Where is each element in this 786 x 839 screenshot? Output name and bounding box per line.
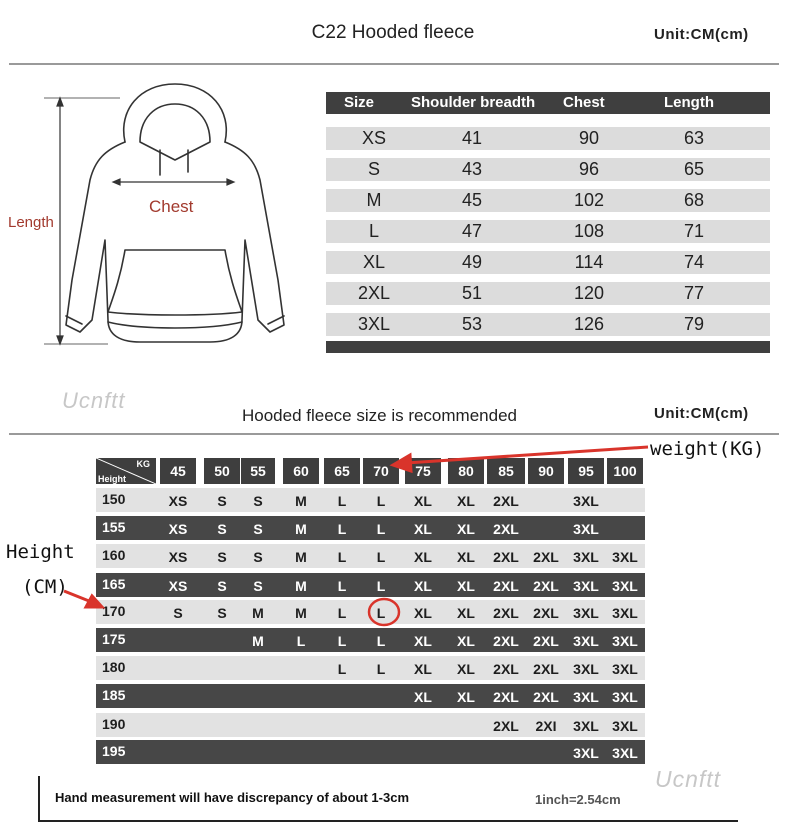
corner-height: Height — [98, 474, 126, 484]
size-recommendation: 2XL — [493, 661, 519, 677]
height-value: 150 — [102, 491, 126, 507]
size-recommendation: 3XL — [573, 605, 599, 621]
size-recommendation: 3XL — [612, 689, 638, 705]
weight-header-70: 70 — [363, 458, 399, 484]
size-recommendation: L — [376, 661, 386, 677]
height-value: 195 — [102, 743, 126, 759]
footer-note: Hand measurement will have discrepancy of about 1-3cm — [55, 790, 410, 805]
size-recommendation: L — [337, 633, 347, 649]
size-recommendation: 2XL — [493, 521, 519, 537]
size-recommendation: L — [337, 605, 347, 621]
chest-cell: 90 — [578, 128, 600, 148]
size-recommendation: 2XL — [533, 633, 559, 649]
size-recommendation: S — [217, 521, 227, 537]
size-recommendation: L — [337, 549, 347, 565]
shoulder-cell: 47 — [461, 221, 483, 241]
size-recommendation: 3XL — [573, 521, 599, 537]
chest-cell: 114 — [574, 252, 604, 272]
size-recommendation: 2XL — [533, 661, 559, 677]
inch-conversion: 1inch=2.54cm — [535, 792, 621, 807]
size-cell: XL — [362, 252, 386, 272]
size-recommendation: L — [376, 605, 386, 621]
weight-header-85: 85 — [487, 458, 525, 484]
shoulder-cell: 45 — [461, 190, 483, 210]
weight-header-90: 90 — [528, 458, 564, 484]
size-recommendation: L — [376, 549, 386, 565]
height-value: 185 — [102, 687, 126, 703]
chest-label: Chest — [149, 197, 194, 216]
size-recommendation: XL — [414, 689, 432, 705]
length-cell: 68 — [683, 190, 705, 210]
weight-arrow-head — [393, 455, 411, 471]
size-recommendation: 2XL — [533, 578, 559, 594]
size-recommendation: S — [253, 493, 263, 509]
size-recommendation: 3XL — [612, 718, 638, 734]
header-shoulder: Shoulder breadth — [411, 94, 536, 111]
size-recommendation: 3XL — [573, 745, 599, 761]
size-recommendation: L — [376, 521, 386, 537]
size-cell: 2XL — [357, 283, 391, 303]
size-cell: L — [368, 221, 380, 241]
size-cell: M — [366, 190, 382, 210]
chest-cell: 96 — [578, 159, 600, 179]
size-cell: 3XL — [357, 314, 391, 334]
size-recommendation: 3XL — [612, 661, 638, 677]
footer-watermark: Ucnftt — [655, 766, 722, 792]
size-recommendation: M — [295, 521, 307, 537]
height-value: 190 — [102, 716, 126, 732]
size-recommendation: 2XL — [493, 549, 519, 565]
size-recommendation: XL — [414, 661, 432, 677]
size-cell: XS — [361, 128, 387, 148]
size-recommendation: 2XL — [493, 689, 519, 705]
size-recommendation: M — [252, 605, 264, 621]
size-recommendation: XL — [414, 605, 432, 621]
shoulder-cell: 41 — [461, 128, 483, 148]
header-length: Length — [664, 94, 714, 111]
recommend-unit: Unit:CM(cm) — [654, 405, 749, 422]
size-recommendation: 3XL — [573, 661, 599, 677]
weight-header-100: 100 — [607, 458, 643, 484]
size-recommendation: 2XL — [533, 549, 559, 565]
size-recommendation: 3XL — [573, 718, 599, 734]
size-recommendation: M — [295, 578, 307, 594]
chest-cell: 126 — [573, 314, 605, 334]
size-recommendation: XL — [414, 493, 432, 509]
size-recommendation: L — [296, 633, 306, 649]
size-recommendation: XL — [457, 578, 475, 594]
size-recommendation: S — [173, 605, 183, 621]
size-recommendation: 2XL — [493, 718, 519, 734]
length-cell: 74 — [683, 252, 705, 272]
chest-cell: 120 — [573, 283, 605, 303]
weight-header-95: 95 — [568, 458, 604, 484]
weight-header-45: 45 — [160, 458, 196, 484]
size-recommendation: S — [253, 578, 263, 594]
size-recommendation: S — [217, 549, 227, 565]
recommend-title: Hooded fleece size is recommended — [242, 406, 517, 425]
length-cell: 79 — [683, 314, 705, 334]
size-recommendation: S — [217, 578, 227, 594]
size-recommendation: 3XL — [573, 493, 599, 509]
size-recommendation: 2XL — [493, 605, 519, 621]
footer-left-rule — [38, 776, 40, 822]
size-recommendation: L — [376, 493, 386, 509]
size-recommendation: 2XL — [493, 493, 519, 509]
corner-kg: KG — [136, 459, 150, 469]
weight-header-50: 50 — [204, 458, 240, 484]
size-recommendation: L — [376, 633, 386, 649]
height-unit-label: (CM) — [22, 576, 68, 598]
size-recommendation: 3XL — [573, 549, 599, 565]
shoulder-cell: 51 — [461, 283, 483, 303]
height-value: 155 — [102, 519, 126, 535]
size-recommendation: 3XL — [612, 633, 638, 649]
size-recommendation: XS — [168, 578, 188, 594]
chart-title: C22 Hooded fleece — [311, 22, 475, 43]
weight-header-60: 60 — [283, 458, 319, 484]
size-recommendation: S — [253, 549, 263, 565]
size-recommendation: 3XL — [573, 578, 599, 594]
size-recommendation: L — [337, 521, 347, 537]
size-recommendation: 2XL — [533, 689, 559, 705]
size-recommendation: 3XL — [612, 578, 638, 594]
size-recommendation: XL — [414, 521, 432, 537]
size-recommendation: 2XI — [535, 718, 557, 734]
weight-label: weight(KG) — [650, 438, 765, 460]
size-recommendation: XL — [457, 633, 475, 649]
header-chest: Chest — [563, 94, 605, 111]
size-recommendation: XS — [168, 549, 188, 565]
size-recommendation: XL — [414, 633, 432, 649]
size-recommendation: XS — [168, 521, 188, 537]
length-cell: 63 — [683, 128, 705, 148]
shoulder-cell: 43 — [461, 159, 483, 179]
size-recommendation: 2XL — [493, 633, 519, 649]
size-cell: S — [367, 159, 381, 179]
size-recommendation: M — [295, 549, 307, 565]
size-recommendation: XL — [414, 578, 432, 594]
size-recommendation: XL — [457, 521, 475, 537]
shoulder-cell: 53 — [461, 314, 483, 334]
size-recommendation: L — [337, 661, 347, 677]
size-recommendation: XL — [457, 661, 475, 677]
size-recommendation: L — [337, 578, 347, 594]
size-recommendation: 3XL — [573, 689, 599, 705]
height-label: Height — [6, 541, 75, 563]
shoulder-cell: 49 — [461, 252, 483, 272]
size-recommendation: 3XL — [612, 745, 638, 761]
length-cell: 65 — [683, 159, 705, 179]
length-label: Length — [8, 214, 54, 231]
length-cell: 77 — [683, 283, 705, 303]
size-recommendation: 3XL — [573, 633, 599, 649]
chest-cell: 102 — [573, 190, 605, 210]
size-recommendation: S — [217, 605, 227, 621]
watermark: Ucnftt — [62, 388, 126, 413]
weight-arrow-line — [406, 447, 648, 463]
size-recommendation: XS — [168, 493, 188, 509]
size-recommendation: XL — [414, 549, 432, 565]
weight-header-80: 80 — [448, 458, 484, 484]
height-value: 170 — [102, 603, 126, 619]
weight-header-75: 75 — [405, 458, 441, 484]
weight-header-55: 55 — [241, 458, 275, 484]
size-recommendation: 2XL — [533, 605, 559, 621]
length-cell: 71 — [683, 221, 705, 241]
size-recommendation: XL — [457, 493, 475, 509]
height-arrow-head — [86, 596, 102, 607]
size-recommendation: M — [295, 493, 307, 509]
size-recommendation: 2XL — [493, 578, 519, 594]
size-recommendation: M — [295, 605, 307, 621]
height-value: 175 — [102, 631, 126, 647]
size-recommendation: 3XL — [612, 605, 638, 621]
unit-label: Unit:CM(cm) — [654, 26, 749, 43]
size-recommendation: L — [337, 493, 347, 509]
chest-cell: 108 — [573, 221, 605, 241]
size-recommendation: M — [252, 633, 264, 649]
size-recommendation: 3XL — [612, 549, 638, 565]
header-size: Size — [344, 94, 375, 111]
size-recommendation: S — [217, 493, 227, 509]
height-value: 160 — [102, 547, 126, 563]
size-recommendation: S — [253, 521, 263, 537]
height-value: 165 — [102, 576, 126, 592]
size-recommendation: XL — [457, 605, 475, 621]
size-recommendation: L — [376, 578, 386, 594]
size-recommendation: XL — [457, 549, 475, 565]
footer-bottom-rule — [38, 820, 738, 822]
size-recommendation: XL — [457, 689, 475, 705]
height-value: 180 — [102, 659, 126, 675]
weight-header-65: 65 — [324, 458, 360, 484]
